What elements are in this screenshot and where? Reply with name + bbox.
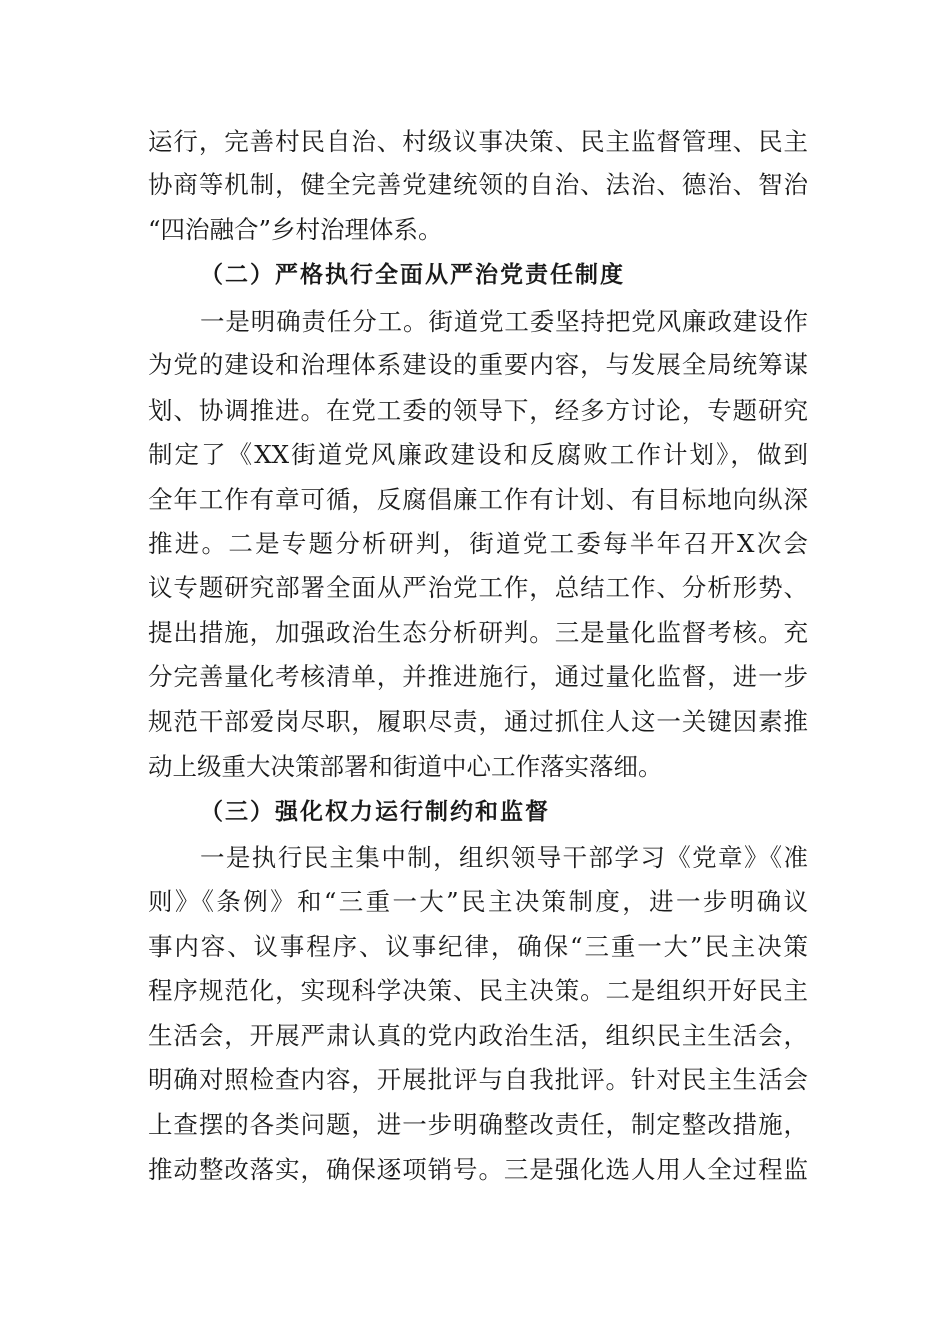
body-text-line: 明确对照检查内容，开展批评与自我批评。针对民主生活会 <box>148 1065 808 1094</box>
body-text-line: 则》《条例》和“三重一大”民主决策制度，进一步明确议 <box>148 887 808 916</box>
body-text-line: 协商等机制，健全完善党建统领的自治、法治、德治、智治 <box>148 170 808 199</box>
body-text-line: 运行，完善村民自治、村级议事决策、民主监督管理、民主 <box>148 127 808 156</box>
body-text-line: 制定了《XX街道党风廉政建设和反腐败工作计划》，做到 <box>148 440 808 469</box>
body-text-line: 议专题研究部署全面从严治党工作，总结工作、分析形势、 <box>148 573 808 602</box>
body-text-line: 分完善量化考核清单，并推进施行，通过量化监督，进一步 <box>148 662 808 691</box>
body-text-line: 提出措施，加强政治生态分析研判。三是量化监督考核。充 <box>148 618 808 647</box>
body-text-line: 上查摆的各类问题，进一步明确整改责任，制定整改措施， <box>148 1110 808 1139</box>
body-text-line: 划、协调推进。在党工委的领导下，经多方讨论，专题研究 <box>148 396 808 425</box>
body-text-line: 程序规范化，实现科学决策、民主决策。二是组织开好民主 <box>148 976 808 1005</box>
body-text-line: 生活会，开展严肃认真的党内政治生活，组织民主生活会， <box>148 1021 808 1050</box>
body-text-line: 推进。二是专题分析研判，街道党工委每半年召开X次会 <box>148 529 808 558</box>
body-text-line: 全年工作有章可循，反腐倡廉工作有计划、有目标地向纵深 <box>148 485 808 514</box>
body-text-line: 动上级重大决策部署和街道中心工作落实落细。 <box>148 752 663 781</box>
body-text-line: 规范干部爱岗尽职，履职尽责，通过抓住人这一关键因素推 <box>148 707 808 736</box>
section-heading-3: （三）强化权力运行制约和监督 <box>200 799 550 825</box>
paragraph-first-line: 一是明确责任分工。街道党工委坚持把党风廉政建设作 <box>200 307 808 336</box>
body-text-line: “四治融合”乡村治理体系。 <box>148 215 443 244</box>
body-text-line: 为党的建设和治理体系建设的重要内容，与发展全局统筹谋 <box>148 350 808 379</box>
body-text-line: 事内容、议事程序、议事纪律，确保“三重一大”民主决策 <box>148 932 808 961</box>
section-heading-2: （二）严格执行全面从严治党责任制度 <box>200 262 625 288</box>
paragraph-first-line: 一是执行民主集中制，组织领导干部学习《党章》《准 <box>200 843 808 872</box>
body-text-line: 推动整改落实，确保逐项销号。三是强化选人用人全过程监 <box>148 1155 808 1184</box>
